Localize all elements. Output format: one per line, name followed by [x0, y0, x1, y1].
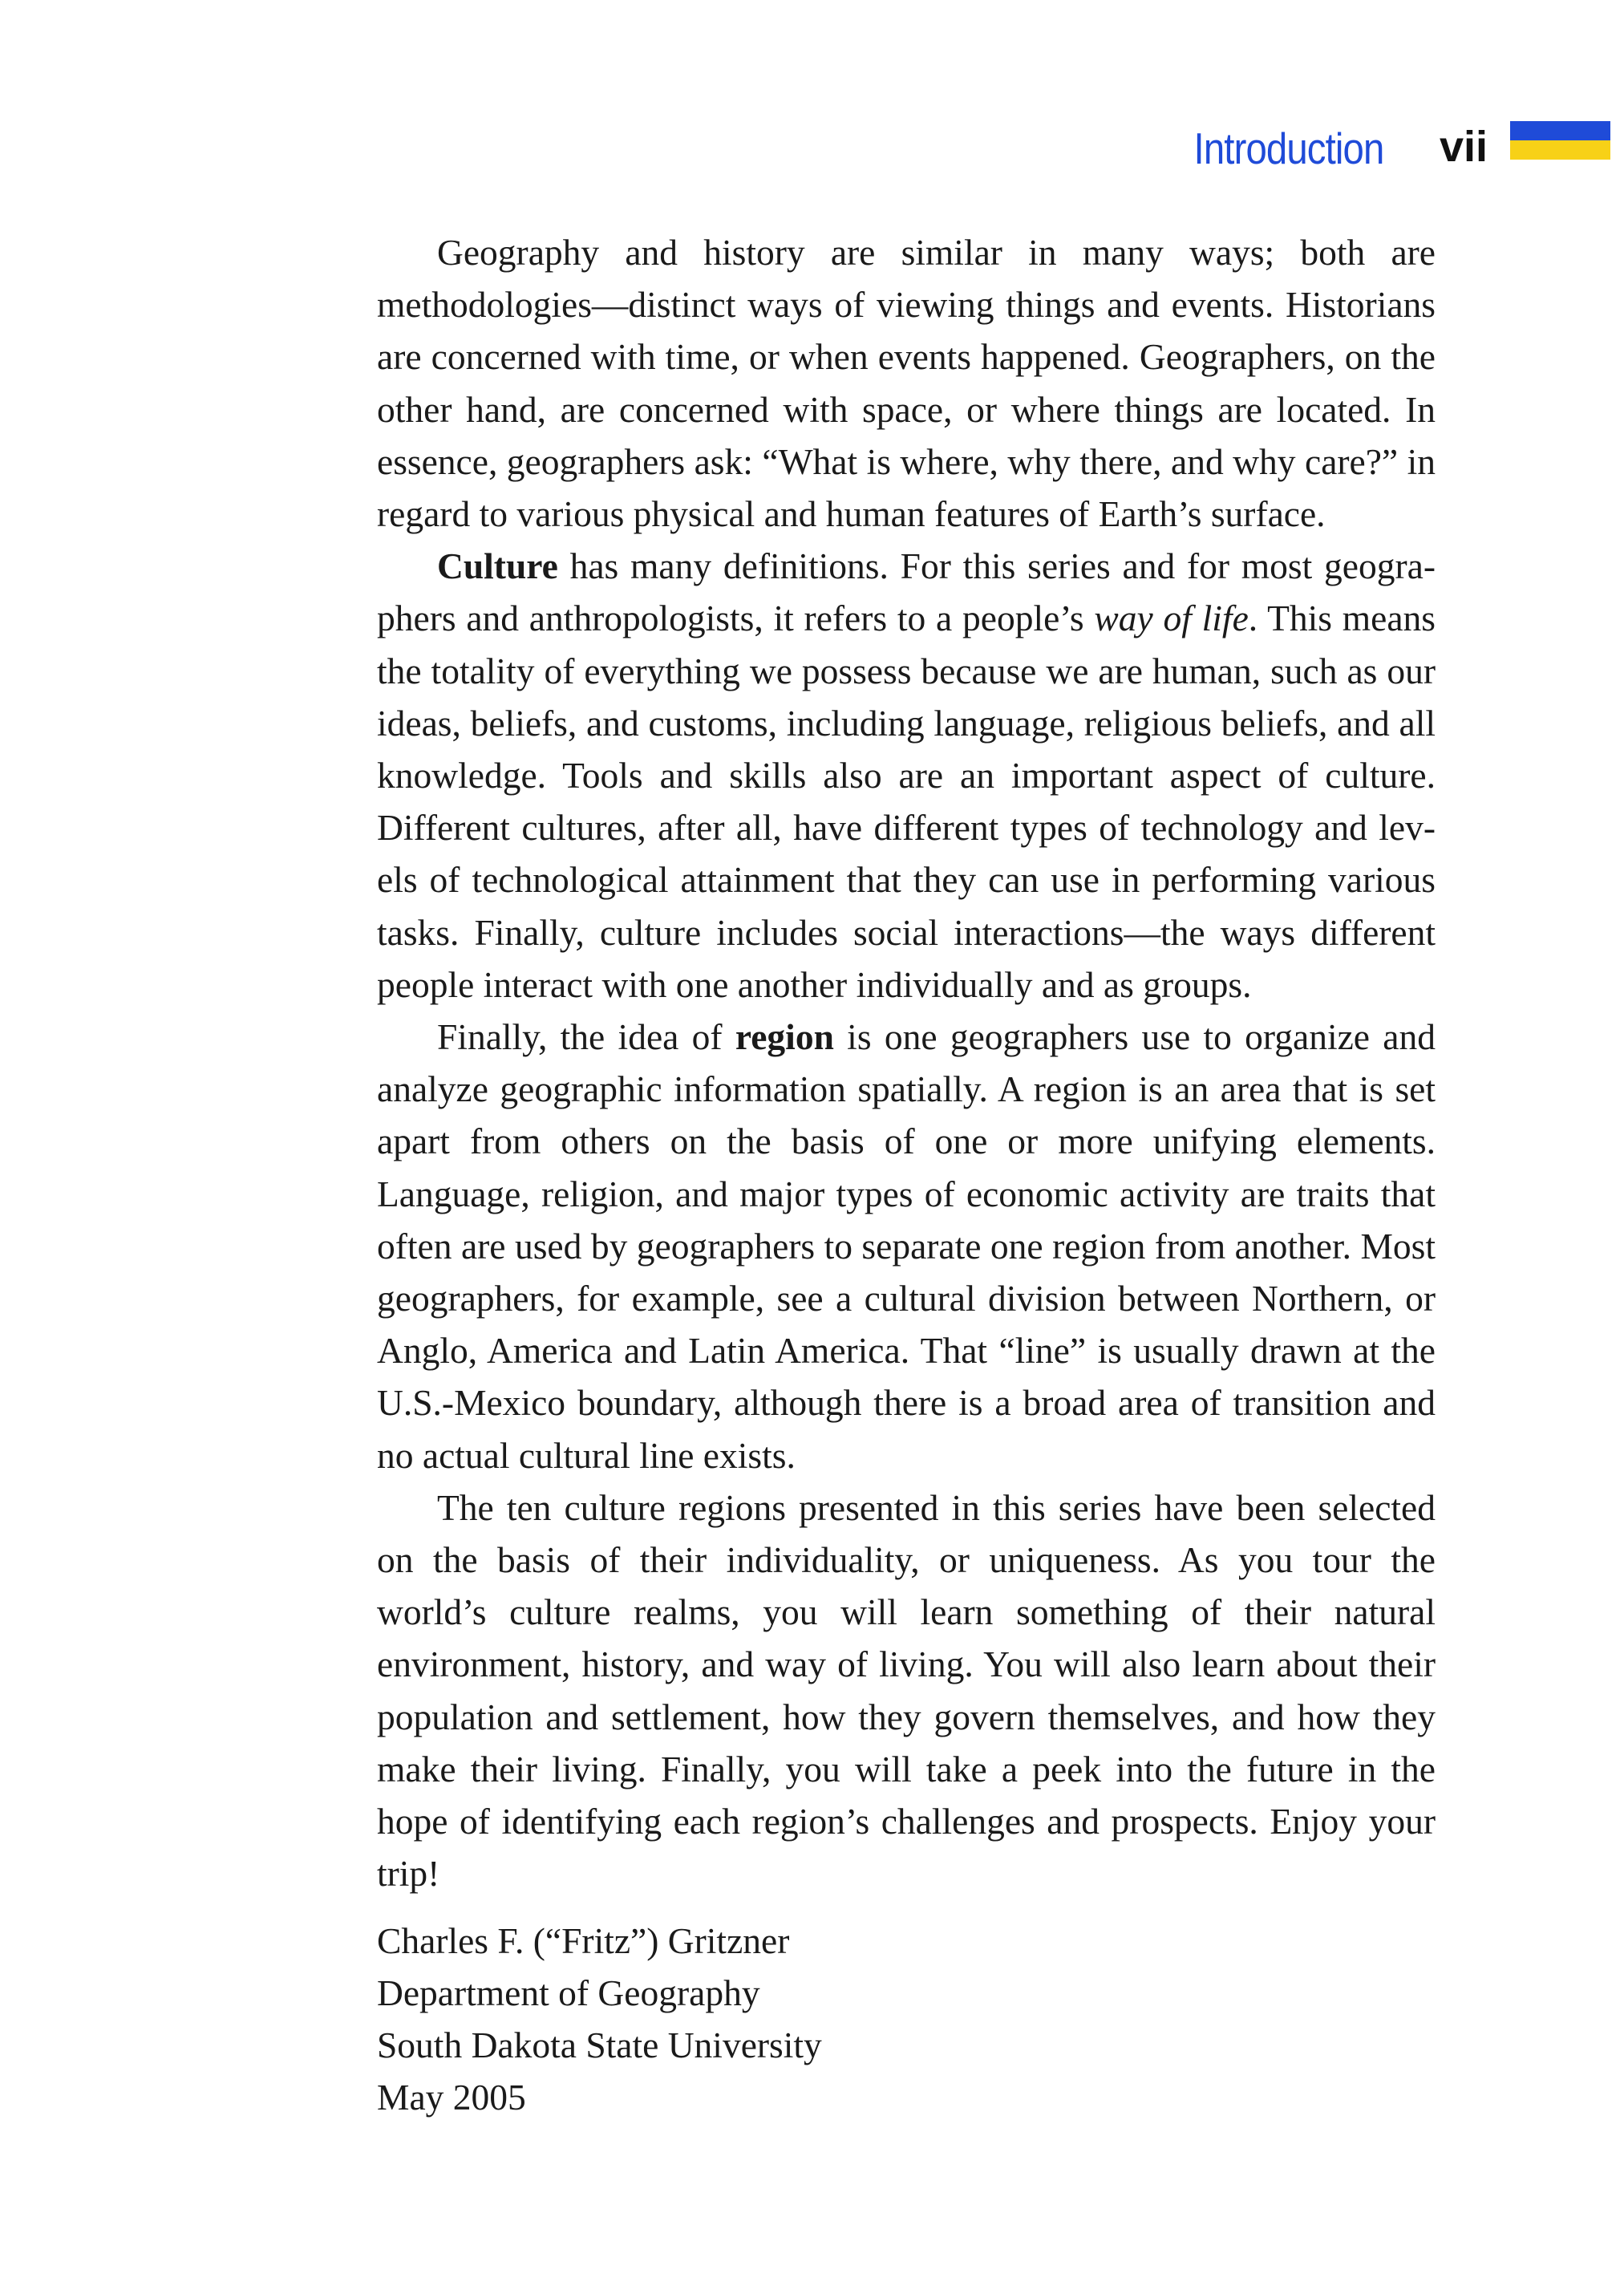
- author-institution: South Dakota State University: [377, 2024, 822, 2065]
- body-text: [377, 226, 1436, 2123]
- paragraph-culture-text-b: . This means the totality of everything we possess because we are human, such as our ideas, beliefs, and customs, including language, religious beliefs, and all knowledge. Tools and skills also are an important aspect of culture. Different cultures, after all, have different types of technology and levels of technological attainment that they can use in performing various tasks. Finally, culture includes social interactions—the ways different people interact with one another individually and as groups.: [377, 598, 1436, 1005]
- paragraph-culture: [377, 540, 1436, 1011]
- author-department: Department of Geography: [377, 1972, 760, 2013]
- page-tab-marker-yellow: [1510, 140, 1610, 160]
- emphasis-way-of-life: way of life: [1094, 598, 1249, 639]
- paragraph-region: [377, 1011, 1436, 1481]
- running-head: [0, 117, 1624, 181]
- page-tab-marker-blue: [1510, 121, 1610, 140]
- signature-block: [377, 1915, 1436, 2124]
- paragraph-culture-text-a: has many definitions. For this series and for most geographers and anthropologists, it refers to a people’s: [377, 545, 1436, 639]
- paragraph-culture-regions: The ten culture regions presented in this series have been selected on the basis of their individuality, or uniqueness. As you tour the world’s culture realms, you will learn something of their natural environment, history, and way of living. You will also learn about their population and settlement, how they govern themselves, and how they make their living. Finally, you will take a peek into the future in the hope of identifying each region’s challenges and prospects. Enjoy your trip!: [377, 1486, 1436, 1895]
- paragraph-region-text-b: is one geographers use to organize and analyze geographic information spatially. A region is an area that is set apart from others on the basis of one or more unifying elements. Language, religion, and major types of economic activity are traits that often are used by geographers to separate one region from another. Most geographers, for example, see a cultural division between Northern, or Anglo, America and Latin America. That “line” is usually drawn at the U.S.-Mexico boundary, although there is a broad area of transition and no actual cultural line exists.: [377, 1016, 1436, 1476]
- page-tab-marker: [1510, 121, 1610, 160]
- term-culture: Culture: [437, 545, 558, 587]
- term-region: region: [735, 1016, 834, 1058]
- section-title: Introduction: [1193, 124, 1383, 173]
- signature-date: May 2005: [377, 2077, 526, 2118]
- paragraph-region-text-a: Finally, the idea of: [437, 1016, 735, 1058]
- page-number: vii: [1439, 123, 1488, 171]
- paragraph-geography-history: Geography and history are similar in many ways; both are methodologies—distinct ways of viewing things and events. Historians are concerned with time, or when events happened. Geographers, on the other hand, are concerned with space, or where things are located. In essence, geographers ask: “What is where, why there, and why care?” in regard to various physical and human features of Earth’s surface.: [377, 232, 1436, 535]
- author-name: Charles F. (“Fritz”) Gritzner: [377, 1919, 790, 1961]
